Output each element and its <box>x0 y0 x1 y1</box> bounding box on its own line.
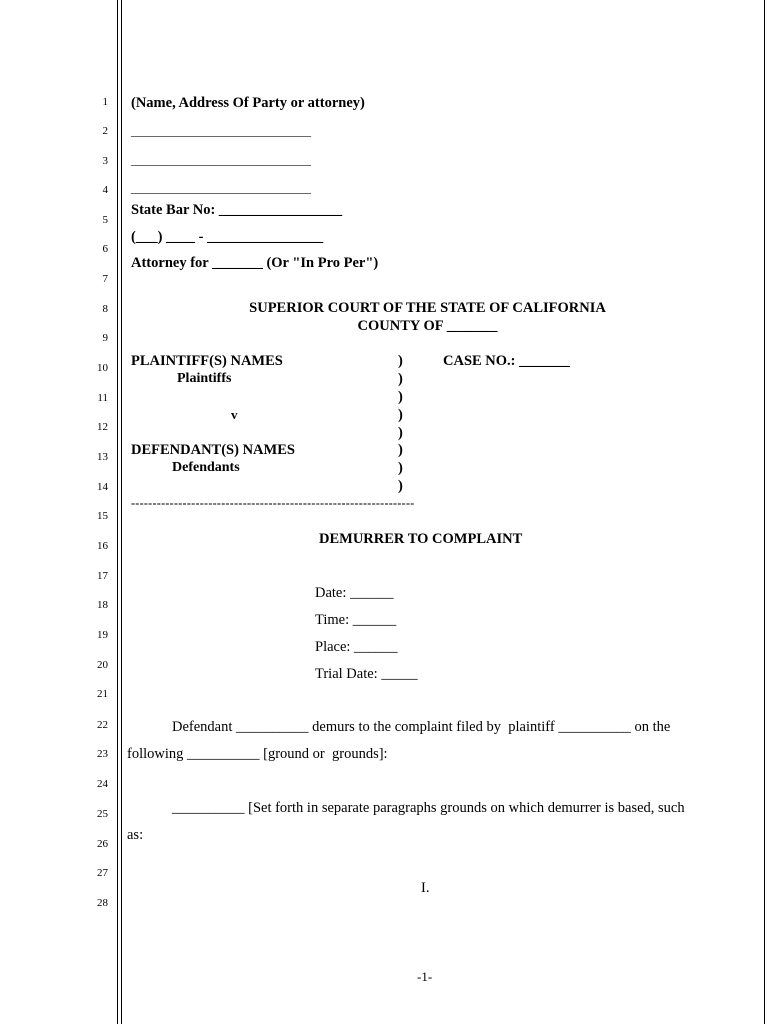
line-number: 6 <box>102 243 108 255</box>
line-number: 4 <box>102 184 108 196</box>
line-number: 5 <box>102 214 108 226</box>
body-paragraph-1: Defendant __________ demurs to the complaint filed by plaintiff __________ on the <box>172 719 671 735</box>
plaintiffs-label: Plaintiffs <box>177 371 232 386</box>
line-number: 7 <box>102 273 108 285</box>
address-blank-line: ______________________________ <box>131 124 311 138</box>
hearing-date: Date: ______ <box>315 585 394 601</box>
caption-paren: ) <box>398 442 403 458</box>
line-number: 13 <box>97 451 108 463</box>
line-number: 28 <box>97 897 108 909</box>
court-county: COUNTY OF _______ <box>357 318 498 334</box>
plaintiff-names: PLAINTIFF(S) NAMES <box>131 353 283 369</box>
line-number: 17 <box>97 570 108 582</box>
caption-paren: ) <box>398 460 403 476</box>
line-number: 25 <box>97 808 108 820</box>
line-number: 11 <box>97 392 108 404</box>
hearing-time: Time: ______ <box>315 612 397 628</box>
line-number: 14 <box>97 481 108 493</box>
line-number: 9 <box>102 332 108 344</box>
document-title: DEMURRER TO COMPLAINT <box>319 531 523 547</box>
versus: v <box>231 407 238 422</box>
attorney-for: Attorney for _______ (Or "In Pro Per") <box>131 255 379 271</box>
line-number: 21 <box>97 688 108 700</box>
margin-rule-right <box>764 0 765 1024</box>
caption-paren: ) <box>398 389 403 405</box>
address-blank-line: ______________________________ <box>131 153 311 167</box>
defendant-names: DEFENDANT(S) NAMES <box>131 442 295 458</box>
line-number: 24 <box>97 778 108 790</box>
party-address-label: (Name, Address Of Party or attorney) <box>131 95 365 111</box>
line-number: 23 <box>97 748 108 760</box>
line-number: 2 <box>102 125 108 137</box>
case-number: CASE NO.: _______ <box>443 353 570 369</box>
page-number: -1- <box>417 969 433 984</box>
line-number: 8 <box>102 303 108 315</box>
trial-date: Trial Date: _____ <box>315 666 418 682</box>
line-number: 18 <box>97 599 108 611</box>
margin-rule-inner <box>121 0 122 1024</box>
section-numeral: I. <box>421 880 430 896</box>
address-blank-line: ______________________________ <box>131 181 311 195</box>
line-number: 27 <box>97 867 108 879</box>
line-number: 20 <box>97 659 108 671</box>
line-number: 19 <box>97 629 108 641</box>
hearing-place: Place: ______ <box>315 639 398 655</box>
line-number: 16 <box>97 540 108 552</box>
court-name: SUPERIOR COURT OF THE STATE OF CALIFORNIA <box>249 300 606 316</box>
caption-paren: ) <box>398 407 403 423</box>
margin-rule-outer <box>117 0 118 1024</box>
defendants-label: Defendants <box>172 460 240 475</box>
caption-divider: ------------------------------------------------------------------ <box>131 496 415 510</box>
state-bar-number: State Bar No: _________________ <box>131 202 343 218</box>
caption-paren: ) <box>398 425 403 441</box>
caption-paren: ) <box>398 353 403 369</box>
line-number: 12 <box>97 421 108 433</box>
body-paragraph-2: __________ [Set forth in separate paragraphs grounds on which demurrer is based, such <box>172 800 685 816</box>
line-number: 26 <box>97 838 108 850</box>
caption-paren: ) <box>398 478 403 494</box>
phone-number: (___) ____ - ________________ <box>131 229 324 245</box>
body-paragraph-2-cont: as: <box>127 827 144 843</box>
line-number: 15 <box>97 510 108 522</box>
line-number: 1 <box>102 96 108 108</box>
line-number: 10 <box>97 362 108 374</box>
body-paragraph-1-cont: following __________ [ground or grounds]: <box>127 746 388 762</box>
line-number: 22 <box>97 719 108 731</box>
line-number: 3 <box>102 155 108 167</box>
caption-paren: ) <box>398 371 403 387</box>
